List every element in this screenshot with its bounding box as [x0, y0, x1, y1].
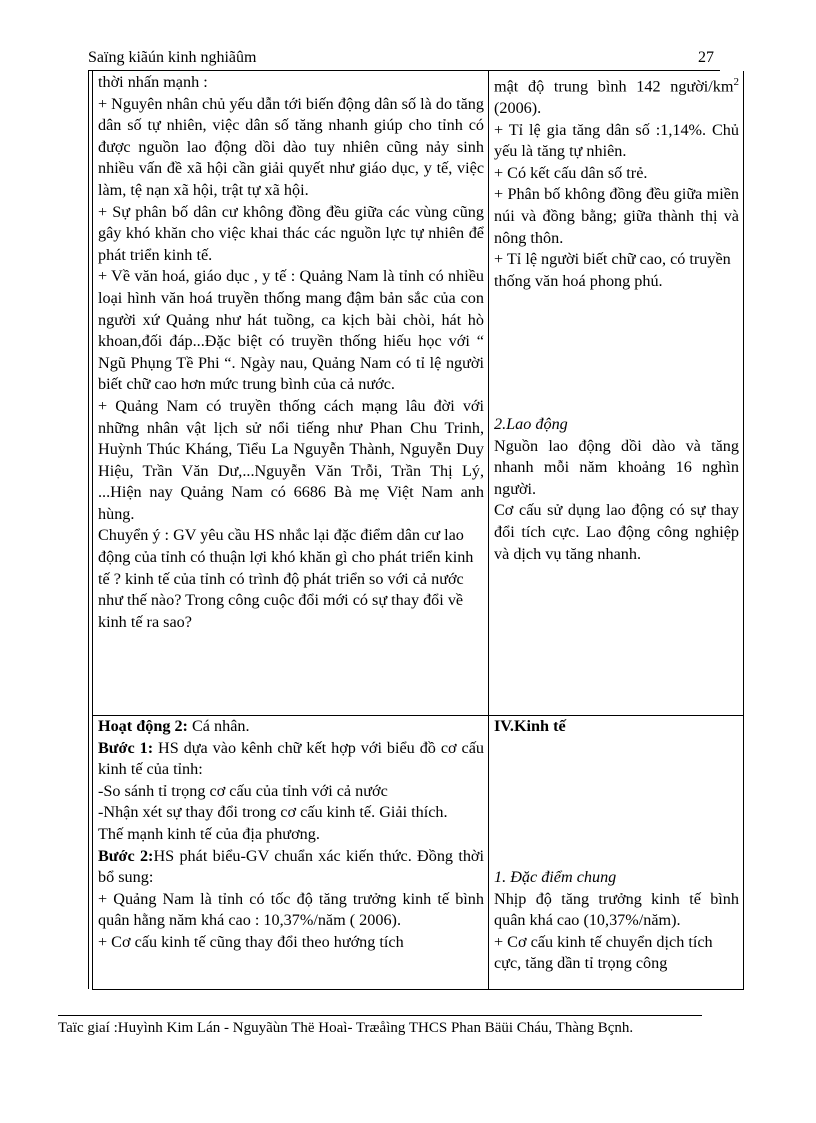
activity-2-label: Hoạt động 2: — [98, 717, 188, 735]
paragraph: Nguồn lao động dồi dào và tăng nhanh mỗi năm khoảng 16 nghìn người. — [494, 436, 739, 498]
page-footer: Taïc giaí :Huyình Kim Lán - Nguyãùn Thë Hoaì- Træåìng THCS Phan Bäüi Cháu, Thàng Bçnh. — [58, 1015, 702, 1039]
activity-cell-bottom — [98, 716, 484, 954]
paragraph: Cơ cấu sử dụng lao động có sự thay đổi tích cực. Lao động công nghiệp và dịch vụ tăng nhanh. — [494, 501, 739, 563]
paragraph: Chuyển ý : GV yêu cầu HS nhắc lại đặc điểm dân cư lao động của tỉnh có thuận lợi khó khăn gì cho phát triển kinh tế ? kinh tế của tỉnh có trình độ phát triển so với cả nước như thế nào? Trong công cuộc đổi mới có sự thay đổi về kinh tế ra sao? — [98, 526, 474, 631]
paragraph: Bước 2:HS phát biểu-GV chuẩn xác kiến thức. Đồng thời bổ sung: — [98, 846, 484, 887]
paragraph: + Tỉ lệ gia tăng dân số :1,14%. Chủ yếu là tăng tự nhiên. — [494, 120, 739, 161]
paragraph: + Cơ cấu kinh tế cũng thay đổi theo hướng tích — [98, 932, 404, 951]
paragraph: + Nguyên nhân chủ yếu dẫn tới biến động dân số là do tăng dân số tự nhiên, việc dân số tăng nhanh giúp cho tỉnh có được nguồn lao động dồi dào tuy nhiên cũng nảy sinh nhiều vấn đề xã hội cần giải quyết như giáo dục, y tế, việc làm, tệ nạn xã hội, trật tự xã hội. — [98, 94, 484, 199]
paragraph: + Quảng Nam có truyền thống cách mạng lâu đời với những nhân vật lịch sử nổi tiếng như Phan Chu Trinh, Huỳnh Thúc Kháng, Tiểu La Nguyễn Thành, Nguyễn Duy Hiệu, Trần Văn Dư,...Nguyễn Văn Trỗi, Trần Thị Lý, ...Hiện nay Quảng Nam có 6686 Bà mẹ Việt Nam anh hùng. — [98, 396, 484, 523]
step-2-label: Bước 2: — [98, 846, 154, 865]
paragraph: + Cơ cấu kinh tế chuyển dịch tích cực, tăng dần tỉ trọng công — [494, 932, 713, 973]
paragraph: Thế mạnh kinh tế của địa phương. — [98, 824, 320, 843]
paragraph: thời nhấn mạnh : — [98, 73, 208, 91]
paragraph: Hoạt động 2: Cá nhân. — [98, 717, 250, 735]
activity-column — [93, 71, 489, 989]
header-title: Saïng kiãún kinh nghiãûm — [88, 49, 257, 66]
row-divider — [93, 715, 743, 716]
content-column — [489, 71, 743, 989]
content-cell-bottom — [494, 716, 739, 738]
paragraph: Bước 1: HS dựa vào kênh chữ kết hợp với biểu đồ cơ cấu kinh tế của tỉnh: — [98, 738, 484, 779]
paragraph: + Sự phân bố dân cư không đồng đều giữa các vùng cũng gây khó khăn cho việc khai thác các nguồn lực tự nhiên để phát triển kinh tế. — [98, 202, 484, 264]
paragraph: Nhịp độ tăng trưởng kinh tế bình quân khá cao (10,37%/năm). — [494, 889, 739, 930]
general-features-section — [494, 867, 739, 975]
paragraph: + Tỉ lệ người biết chữ cao, có truyền thống văn hoá phong phú. — [494, 250, 731, 290]
paragraph: -Nhận xét sự thay đổi trong cơ cấu kinh tế. Giải thích. — [98, 803, 448, 822]
table-outer-border — [88, 71, 89, 989]
lesson-table — [92, 71, 744, 990]
paragraph: -So sánh tỉ trọng cơ cấu của tỉnh với cả nước — [98, 781, 388, 800]
step-1-label: Bước 1: — [98, 738, 154, 757]
general-features-heading: 1. Đặc điểm chung — [494, 868, 617, 886]
content-cell-top — [494, 72, 739, 292]
labour-heading: 2.Lao động — [494, 415, 568, 433]
labour-section — [494, 414, 739, 565]
paragraph: mật độ trung bình 142 người/$km^2$ (2006). — [494, 76, 739, 117]
economy-heading: IV.Kinh tế — [494, 717, 566, 735]
page-number: 27 — [698, 49, 714, 66]
page-header — [88, 48, 720, 71]
paragraph: + Về văn hoá, giáo dục , y tế : Quảng Nam là tỉnh có nhiều loại hình văn hoá truyền thống mang đậm bản sắc của con người xứ Quảng như hát tuồng, ca kịch bài chòi, hát hò khoan,đối đáp...Đặc biệt có truyền thống hiếu học với “ Ngũ Phụng Tề Phi “. Ngày nau, Quảng Nam có tỉ lệ người biết chữ cao hơn mức trung bình của cả nước. — [98, 267, 484, 394]
paragraph: + Quảng Nam là tỉnh có tốc độ tăng trưởng kinh tế bình quân hằng năm khá cao : 10,37%/năm ( 2006). — [98, 889, 484, 930]
activity-cell-top — [98, 72, 484, 633]
paragraph: + Có kết cấu dân số trẻ. — [494, 163, 648, 182]
paragraph: + Phân bố không đồng đều giữa miền núi và đồng bằng; giữa thành thị và nông thôn. — [494, 185, 739, 247]
